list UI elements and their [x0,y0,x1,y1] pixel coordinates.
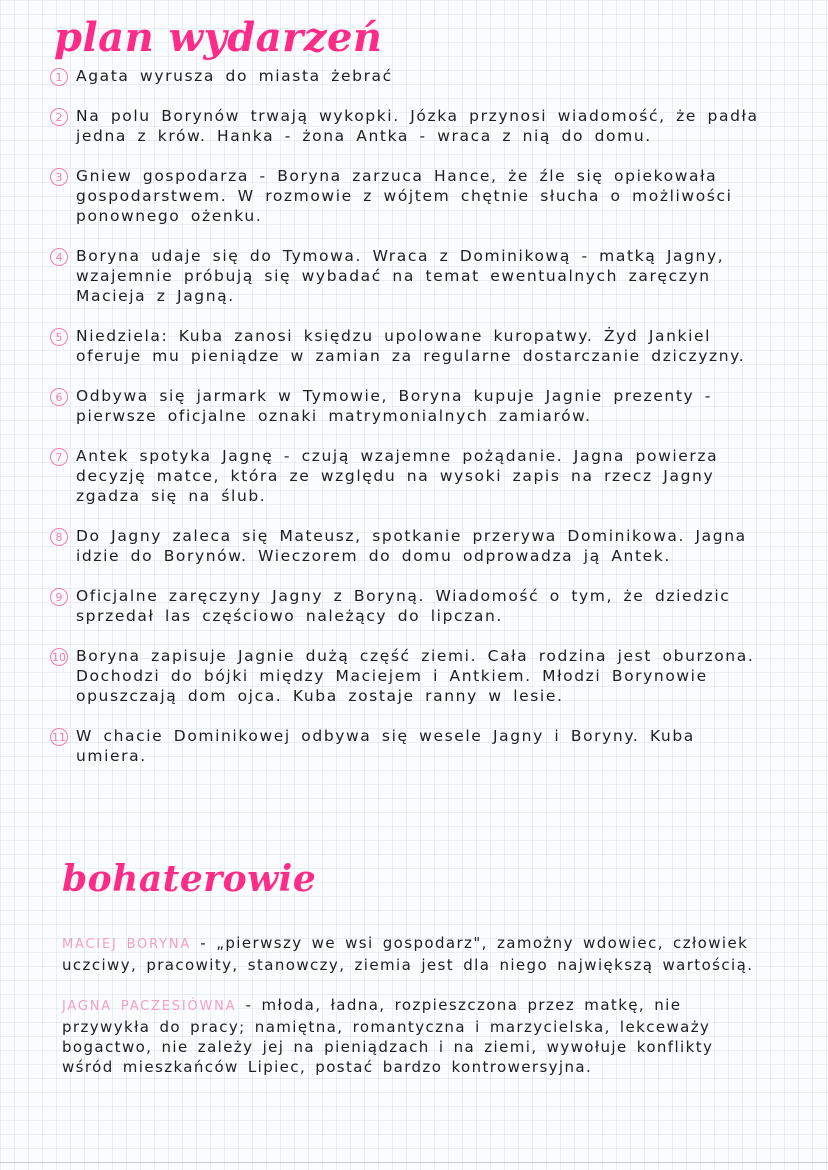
event-item [50,106,768,146]
event-item [50,66,768,86]
event-number-badge: 1 [50,68,68,86]
event-item [50,386,768,426]
event-item [50,166,768,226]
event-number-badge: 2 [50,108,68,126]
event-number-badge: 8 [50,528,68,546]
event-number-badge: 6 [50,388,68,406]
event-number-badge: 10 [50,648,68,666]
hero-description: - „pierwszy we wsi gospodarz", zamożny wdowiec, człowiek uczciwy, pracowity, stanowczy, ziemia jest dla niego największą wartością. [62,934,754,974]
hero-entry [62,995,762,1077]
event-number-badge: 5 [50,328,68,346]
hero-name: JAGNA PACZESIÓWNA [62,999,237,1014]
event-text: Boryna udaje się do Tymowa. Wraca z Dominikową - matką Jagny, wzajemnie próbują się wybadać na temat ewentualnych zaręczyn Macieja z Jagną. [76,247,725,305]
page-bottom-edge [0,1162,828,1163]
event-text: Na polu Borynów trwają wykopki. Józka przynosi wiadomość, że padła jedna z krów. Hanka - żona Antka - wraca z nią do domu. [76,107,759,145]
event-list [50,66,768,766]
event-item [50,246,768,306]
event-text: Oficjalne zaręczyny Jagny z Boryną. Wiadomość o tym, że dziedzic sprzedał las częściowo należący do lipczan. [76,587,731,625]
event-text: Boryna zapisuje Jagnie dużą część ziemi. Cała rodzina jest oburzona. Dochodzi do bójki między Maciejem i Antkiem. Młodzi Borynowie opuszczają dom ojca. Kuba zostaje ranny w lesie. [76,647,755,705]
event-number-badge: 3 [50,168,68,186]
hero-description: - młoda, ładna, rozpieszczona przez matkę, nie przywykła do pracy; namiętna, romantyczna i marzycielska, lekceważy bogactwo, nie zależy jej na pieniądzach i na ziemi, wywołuje konflikty wśród mieszkańców Lipiec, postać bardzo kontrowersyjna. [62,996,714,1076]
event-item [50,726,768,766]
event-number-badge: 7 [50,448,68,466]
hero-entry [62,933,762,975]
event-text: Agata wyrusza do miasta żebrać [76,67,393,85]
event-text: Antek spotyka Jagnę - czują wzajemne pożądanie. Jagna powierza decyzję matce, która ze względu na wysoki zapis na rzecz Jagny zgadza się na ślub. [76,447,719,505]
event-text: Gniew gospodarza - Boryna zarzuca Hance, że źle się opiekowała gospodarstwem. W rozmowie z wójtem chętnie słucha o możliwości ponownego ożenku. [76,167,733,225]
event-text: Niedziela: Kuba zanosi księdzu upolowane kuropatwy. Żyd Jankiel oferuje mu pieniądze w zamian za regularne dostarczanie dziczyzny. [76,327,746,365]
event-item [50,526,768,566]
event-item [50,646,768,706]
event-item [50,586,768,626]
event-number-badge: 9 [50,588,68,606]
hero-list [62,918,762,1097]
event-item [50,326,768,366]
event-text: Do Jagny zaleca się Mateusz, spotkanie przerywa Dominikowa. Jagna idzie do Borynów. Wieczorem do domu odprowadza ją Antek. [76,527,747,565]
page-title: plan wydarzeń [54,14,383,61]
hero-name: MACIEJ BORYNA [62,937,192,952]
event-number-badge: 4 [50,248,68,266]
event-text: W chacie Dominikowej odbywa się wesele Jagny i Boryny. Kuba umiera. [76,727,695,765]
event-item [50,446,768,506]
section-title-heroes: bohaterowie [62,858,317,900]
event-text: Odbywa się jarmark w Tymowie, Boryna kupuje Jagnie prezenty - pierwsze oficjalne oznaki matrymonialnych zamiarów. [76,387,713,425]
event-number-badge: 11 [50,728,68,746]
